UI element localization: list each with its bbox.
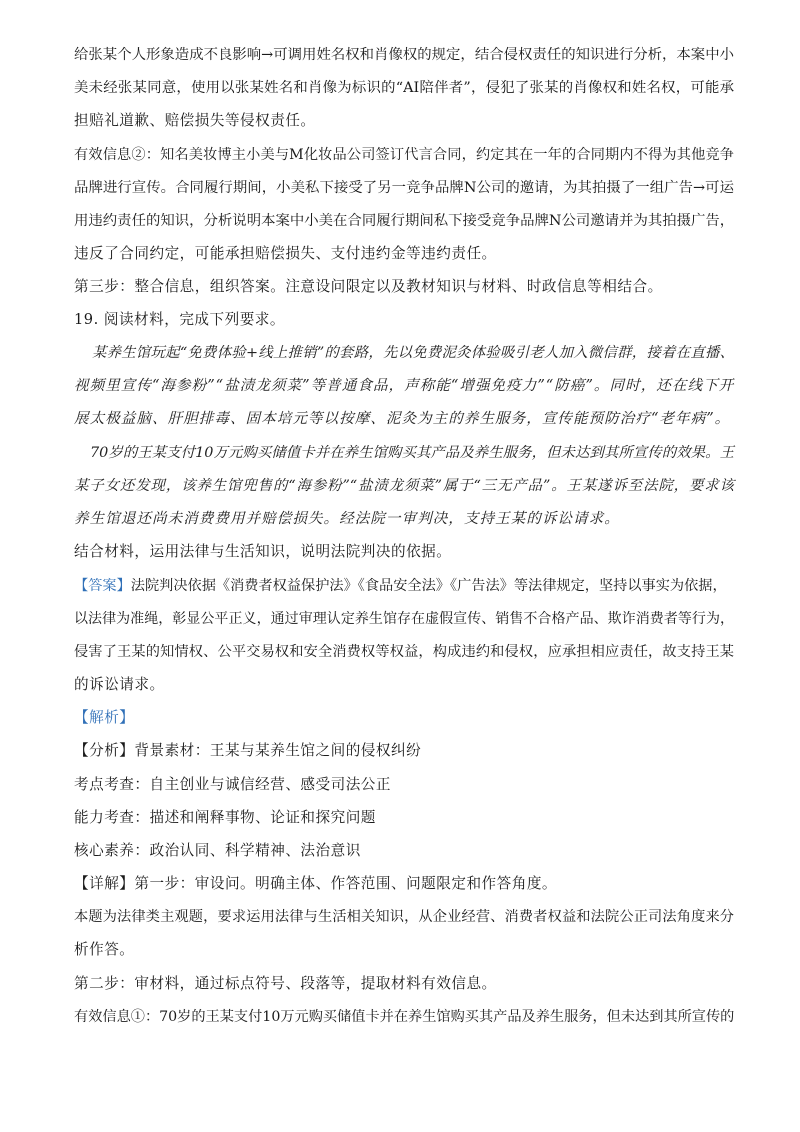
text-line: 担赔礼道歉、赔偿损失等侵权责任。	[74, 112, 316, 129]
text-line: 能力考查：描述和阐释事物、论证和探究问题	[74, 809, 376, 826]
text-line: 用违约责任的知识，分析说明本案中小美在合同履行期间私下接受竞争品牌N公司邀请并为其拍摄广告，	[74, 213, 735, 229]
text-line: 本题为法律类主观题，要求运用法律与生活相关知识，从企业经营、消费者权益和法院公正司法角度来分	[74, 909, 734, 925]
text-line: 美未经张某同意，使用以张某姓名和肖像为标识的“AI陪伴者”，侵犯了张某的肖像权和姓名权，可能承	[74, 80, 734, 96]
text-line: 【分析】背景素材：王某与某养生馆之间的侵权纠纷	[74, 742, 422, 759]
answer-tag: 【答案】	[74, 578, 131, 594]
material-line: 展太极益脑、肝胆排毒、固本培元等以按摩、泥灸为主的养生服务，宣传能预防治疗“老年病”。	[74, 410, 731, 427]
answer-line	[74, 576, 734, 596]
question-prompt: 结合材料，运用法律与生活知识，说明法院判决的依据。	[74, 543, 452, 560]
text-line: 核心素养：政治认同、科学精神、法治意识	[74, 842, 361, 859]
text-line: 违反了合同约定，可能承担赔偿损失、支付违约金等违约责任。	[74, 245, 497, 262]
text-line: 第二步：审材料，通过标点符号、段落等，提取材料有效信息。	[74, 975, 497, 992]
material-line: 养生馆退还尚未消费费用并赔偿损失。经法院一审判决，支持王某的诉讼请求。	[74, 510, 620, 527]
text-line: 考点考查：自主创业与诚信经营、感受司法公正	[74, 776, 391, 793]
material-line: 某子女还发现，该养生馆兜售的“海参粉”“盐渍龙须菜”属于“三无产品”。王某遂诉至法院，要求该	[74, 478, 734, 494]
text-line: 侵害了王某的知情权、公平交易权和安全消费权等权益，构成违约和侵权，应承担相应责任，故支持王某	[74, 644, 734, 660]
text-line: 有效信息①：70岁的王某支付10万元购买储值卡并在养生馆购买其产品及养生服务，但未达到其所宣传的	[74, 1009, 735, 1025]
material-line: 视频里宣传“海参粉”“盐渍龙须菜”等普通食品，声称能“增强免疫力”“防癌”。同时，还在线下开	[74, 377, 735, 394]
material-line: 70岁的王某支付10万元购买储值卡并在养生馆购买其产品及养生服务，但未达到其所宣传的效果。王	[90, 445, 734, 461]
text-line: 的诉讼请求。	[74, 676, 165, 693]
analysis-tag: 【解析】	[74, 709, 135, 726]
text-line: 以法律为准绳，彰显公平正义，通过审理认定养生馆存在虚假宣传、销售不合格产品、欺诈消费者等行为，	[74, 611, 734, 627]
text-line: 第三步：整合信息，组织答案。注意设问限定以及教材知识与材料、时政信息等相结合。	[74, 278, 663, 295]
text-line: 析作答。	[74, 941, 135, 958]
text-line: 品牌进行宣传。合同履行期间，小美私下接受了另一竞争品牌N公司的邀请，为其拍摄了一组广告→可运	[74, 180, 734, 196]
text-line: 给张某个人形象造成不良影响→可调用姓名权和肖像权的规定，结合侵权责任的知识进行分析，本案中小	[74, 47, 734, 63]
text-line: 有效信息②：知名美妆博主小美与M化妆品公司签订代言合同，约定其在一年的合同期内不得为其他竞争	[74, 147, 734, 163]
text-line: 【详解】第一步：审设问。明确主体、作答范围、问题限定和作答角度。	[74, 875, 558, 892]
question-heading: 19. 阅读材料，完成下列要求。	[74, 311, 285, 328]
answer-text: 法院判决依据《消费者权益保护法》《食品安全法》《广告法》等法律规定，坚持以事实为依据，	[130, 578, 727, 594]
material-line: 某养生馆玩起“免费体验+线上推销”的套路，先以免费泥灸体验吸引老人加入微信群，接着在直播、	[92, 345, 734, 361]
